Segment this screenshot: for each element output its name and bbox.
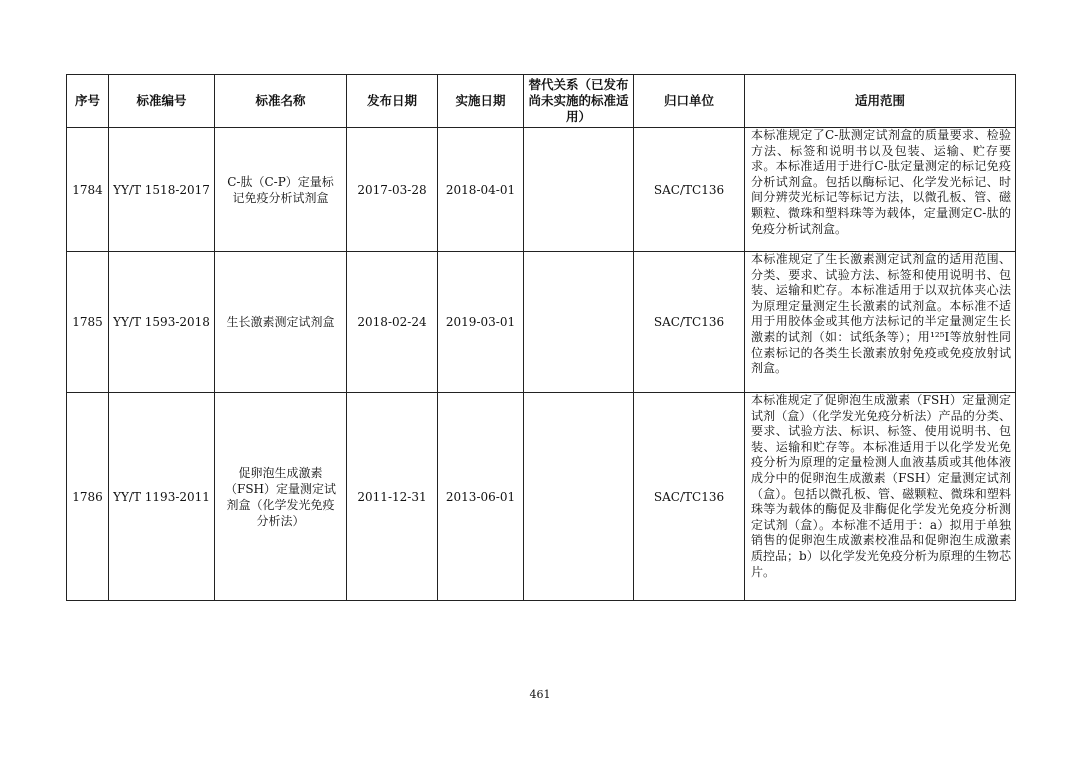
row-implement-date: 2019-03-01: [438, 252, 524, 393]
row-code: YY/T 1193-2011: [109, 393, 215, 601]
row-replaces: [524, 393, 634, 601]
row-unit: SAC/TC136: [634, 128, 745, 252]
row-publish-date: 2011-12-31: [347, 393, 438, 601]
row-name: 生长激素测定试剂盒: [215, 252, 347, 393]
table-row: [67, 252, 1016, 393]
header-scope: 适用范围: [745, 75, 1016, 128]
table-row: [67, 393, 1016, 601]
header-unit: 归口单位: [634, 75, 745, 128]
row-no: 1786: [67, 393, 109, 601]
row-replaces: [524, 128, 634, 252]
row-publish-date: 2018-02-24: [347, 252, 438, 393]
header-implement-date: 实施日期: [438, 75, 524, 128]
header-publish-date: 发布日期: [347, 75, 438, 128]
row-implement-date: 2018-04-01: [438, 128, 524, 252]
row-scope: 本标准规定了生长激素测定试剂盒的适用范围、分类、要求、试验方法、标签和使用说明书、包装、运输和贮存。本标准适用于以双抗体夹心法为原理定量测定生长激素的试剂盒。本标准不适用于用胶体金或其他方法标记的半定量测定生长激素的试剂（如：试纸条等）；用¹²⁵I等放射性同位素标记的各类生长激素放射免疫或免疫放射试剂盒。: [745, 252, 1016, 393]
row-no: 1784: [67, 128, 109, 252]
header-code: 标准编号: [109, 75, 215, 128]
row-scope: 本标准规定了促卵泡生成激素（FSH）定量测定试剂（盒）（化学发光免疫分析法）产品的分类、要求、试验方法、标识、标签、使用说明书、包装、运输和贮存等。本标准适用于以化学发光免疫分析为原理的定量检测人血液基质或其他体液成分中的促卵泡生成激素（FSH）定量测定试剂（盒）。包括以微孔板、管、磁颗粒、微珠和塑料珠等为载体的酶促及非酶促化学发光免疫分析测定试剂（盒）。本标准不适用于：a）拟用于单独销售的促卵泡生成激素校准品和促卵泡生成激素质控品；b）以化学发光免疫分析为原理的生物芯片。: [745, 393, 1016, 601]
row-unit: SAC/TC136: [634, 393, 745, 601]
row-replaces: [524, 252, 634, 393]
row-implement-date: 2013-06-01: [438, 393, 524, 601]
header-name: 标准名称: [215, 75, 347, 128]
row-name: 促卵泡生成激素（FSH）定量测定试剂盒（化学发光免疫分析法）: [215, 393, 347, 601]
row-unit: SAC/TC136: [634, 252, 745, 393]
page-number: 461: [529, 688, 551, 701]
header-row: [67, 75, 1016, 128]
table-row: [67, 128, 1016, 252]
row-scope: 本标准规定了C-肽测定试剂盒的质量要求、检验方法、标签和说明书以及包装、运输、贮存要求。本标准适用于进行C-肽定量测定的标记免疫分析试剂盒。包括以酶标记、化学发光标记、时间分辨荧光标记等标记方法，以微孔板、管、磁颗粒、微珠和塑料珠等为载体，定量测定C-肽的免疫分析试剂盒。: [745, 128, 1016, 252]
row-publish-date: 2017-03-28: [347, 128, 438, 252]
row-no: 1785: [67, 252, 109, 393]
row-code: YY/T 1518-2017: [109, 128, 215, 252]
standards-table: [66, 74, 1016, 601]
header-replaces: 替代关系（已发布尚未实施的标准适用）: [524, 75, 634, 128]
row-code: YY/T 1593-2018: [109, 252, 215, 393]
header-no: 序号: [67, 75, 109, 128]
row-name: C-肽（C-P）定量标记免疫分析试剂盒: [215, 128, 347, 252]
